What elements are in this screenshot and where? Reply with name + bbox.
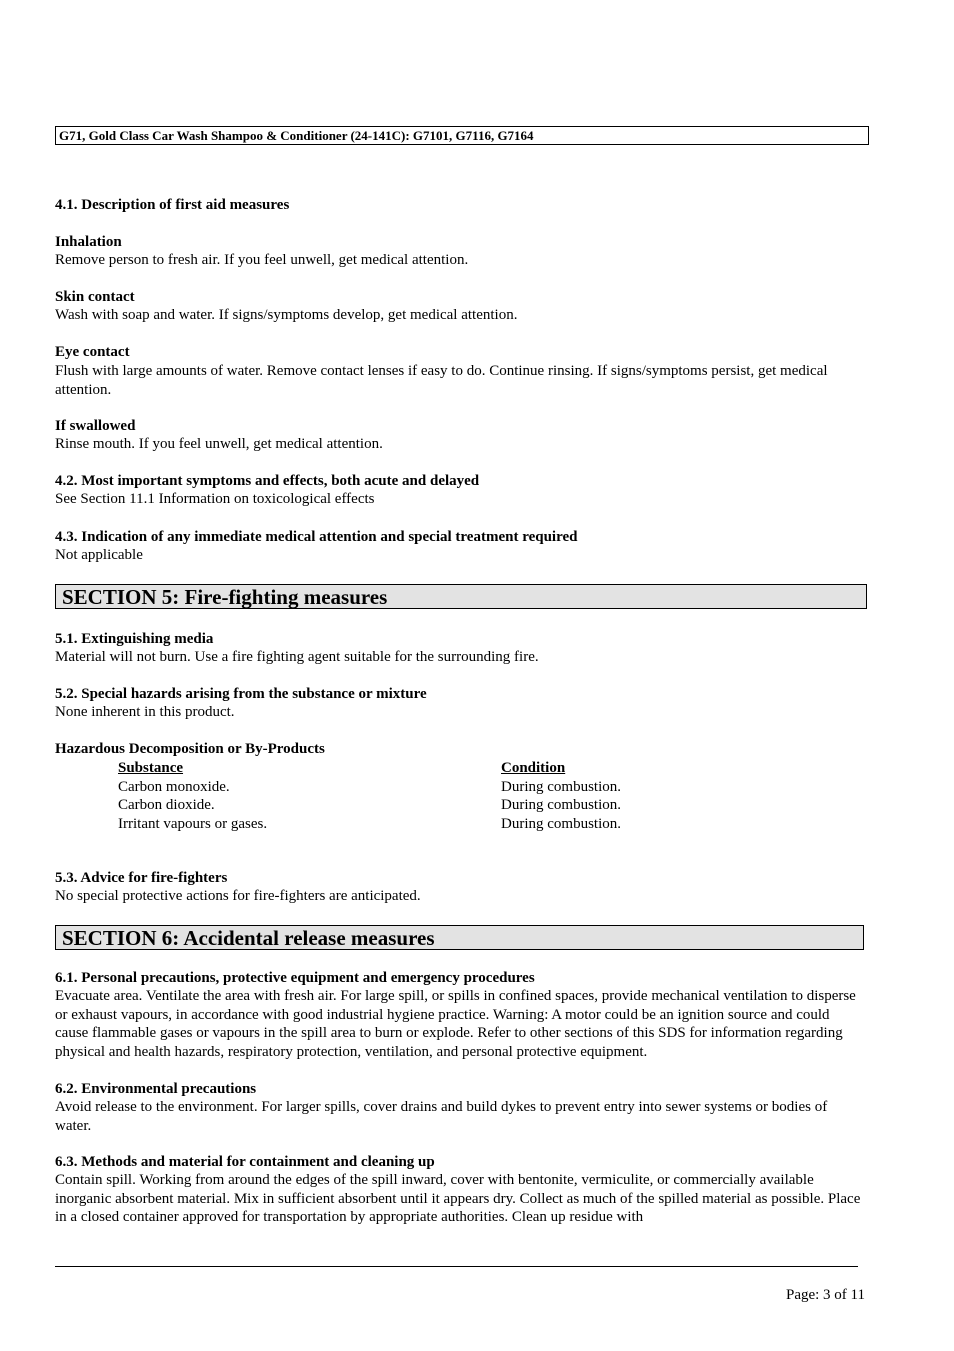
s41-title: 4.1. Description of first aid measures <box>55 197 290 213</box>
s53-title: 5.3. Advice for fire-fighters <box>55 870 228 886</box>
s43-title: 4.3. Indication of any immediate medical attention and special treatment required <box>55 529 578 545</box>
s42-text: See Section 11.1 Information on toxicological effects <box>55 491 375 507</box>
swallow-title: If swallowed <box>55 418 136 434</box>
s63-title: 6.3. Methods and material for containment and cleaning up <box>55 1154 435 1170</box>
eye-text: Flush with large amounts of water. Remove contact lenses if easy to do. Continue rinsing. If signs/symptoms persist, get medical attention. <box>55 363 828 398</box>
inhalation-text: Remove person to fresh air. If you feel unwell, get medical attention. <box>55 252 469 268</box>
swallow-text: Rinse mouth. If you feel unwell, get medical attention. <box>55 436 383 452</box>
s61-text: Evacuate area. Ventilate the area with fresh air. For large spill, or spills in confined spaces, provide mechanical ventilation to disperse or exhaust vapours, in accordance with good industrial hygiene practice. Warning: A motor could be an ignition source and could cause flammable gases or vapours in the spill area to burn or explode. Refer to other sections of this SDS for information regarding physical and health hazards, respiratory protection, ventilation, and personal protective equipment. <box>55 988 856 1060</box>
condition-cell: During combustion. <box>501 797 621 813</box>
substance-cell: Carbon monoxide. <box>118 778 230 795</box>
hazdec-title: Hazardous Decomposition or By-Products <box>55 741 325 757</box>
s51-title: 5.1. Extinguishing media <box>55 631 214 647</box>
s62-text: Avoid release to the environment. For larger spills, cover drains and build dykes to prevent entry into sewer systems or bodies of water. <box>55 1099 828 1134</box>
skin-text: Wash with soap and water. If signs/symptoms develop, get medical attention. <box>55 307 518 323</box>
condition-cell: During combustion. <box>501 778 621 795</box>
s61-title: 6.1. Personal precautions, protective equipment and emergency procedures <box>55 970 535 986</box>
substance-column <box>118 759 267 833</box>
s53-text: No special protective actions for fire-fighters are anticipated. <box>55 888 421 904</box>
s52-text: None inherent in this product. <box>55 704 235 720</box>
inhalation-title: Inhalation <box>55 234 122 250</box>
section-5-bar: SECTION 5: Fire-fighting measures <box>55 584 867 609</box>
substance-header: Substance <box>118 760 184 776</box>
condition-column <box>501 759 621 833</box>
condition-cell: During combustion. <box>501 815 621 832</box>
substance-cell: Irritant vapours or gases. <box>118 815 268 832</box>
s62-title: 6.2. Environmental precautions <box>55 1081 257 1097</box>
s51-text: Material will not burn. Use a fire fighting agent suitable for the surrounding fire. <box>55 649 539 665</box>
eye-title: Eye contact <box>55 344 130 360</box>
footer-divider <box>55 1266 858 1267</box>
substance-cell: Carbon dioxide. <box>118 797 215 813</box>
section-6-bar: SECTION 6: Accidental release measures <box>55 925 864 950</box>
skin-title: Skin contact <box>55 289 135 305</box>
page-number: Page: 3 of 11 <box>785 1287 865 1303</box>
s52-title: 5.2. Special hazards arising from the substance or mixture <box>55 686 427 702</box>
s42-title: 4.2. Most important symptoms and effects, both acute and delayed <box>55 473 480 489</box>
s43-text: Not applicable <box>55 547 143 563</box>
s63-text: Contain spill. Working from around the edges of the spill inward, cover with bentonite, vermiculite, or commercially available inorganic absorbent material. Mix in sufficient absorbent until it appears dry. Collect as much of the spilled material as possible. Place in a closed container approved for transportation by appropriate authorities. Clean up residue with <box>55 1172 861 1225</box>
product-header: G71, Gold Class Car Wash Shampoo & Conditioner (24-141C): G7101, G7116, G7164 <box>55 126 869 145</box>
condition-header: Condition <box>501 760 566 776</box>
